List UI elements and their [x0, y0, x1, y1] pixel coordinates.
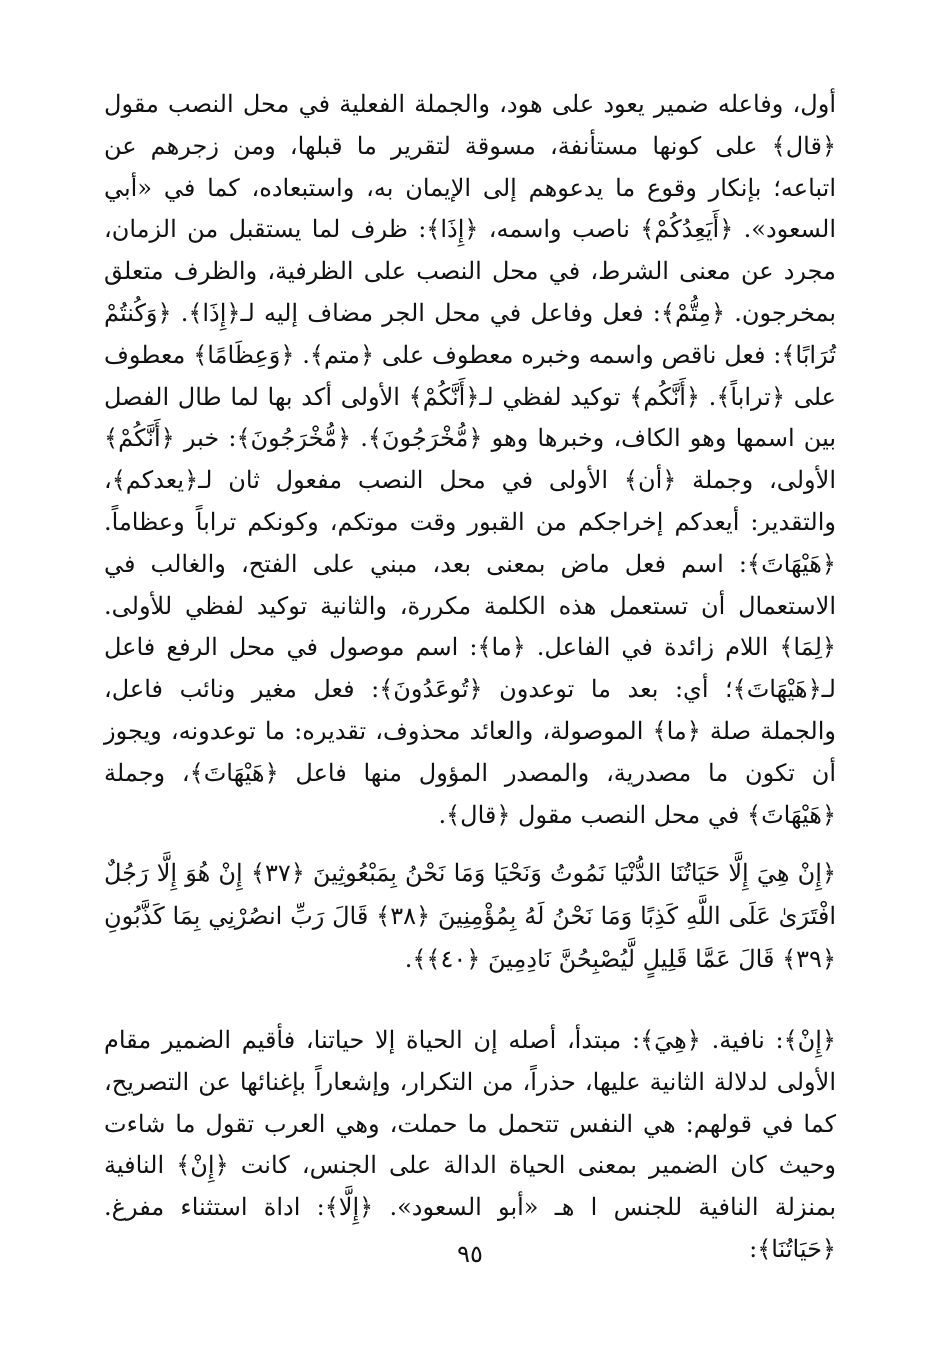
verses-text: ﴿إِنْ هِيَ إِلَّا حَيَاتُنَا الدُّنْيَا نَمُوتُ وَنَحْيَا وَمَا نَحْنُ بِمَبْعُوثِينَ ﴿٣٧﴾ إِنْ هُوَ إِلَّا رَجُلٌ افْتَرَىٰ عَلَى اللَّهِ كَذِبًا وَمَا نَحْنُ لَهُ بِمُؤْمِنِينَ ﴿٣٨﴾ قَالَ رَبِّ انصُرْنِي بِمَا كَذَّبُونِ ﴿٣٩﴾ قَالَ عَمَّا قَلِيلٍ لَّيُصْبِحُنَّ نَادِمِينَ ﴿٤٠﴾﴾. [104, 859, 837, 973]
page-number: ٩٥ [457, 1240, 483, 1268]
paragraph-text: ﴿إِنْ﴾: نافية. ﴿هِيَ﴾: مبتدأ، أصله إن الحياة إلا حياتنا، فأقيم الضمير مقام الأولى لدلالة الثانية عليها، حذراً، من التكرار، وإشعاراً بإغنائها عن التصريح، كما في قولهم: هي النفس تتحمل ما حملت، وهي العرب تقول ما شاءت وحيث كان الضمير بمعنى الحياة الدالة على الجنس، كانت ﴿إِنْ﴾ النافية بمنزلة النافية للجنس ا هـ «أبو السعود». ﴿إِلَّا﴾: اداة استثناء مفرغ. ﴿حَيَاتُنَا﴾: [104, 1026, 836, 1263]
commentary-paragraph-2 [104, 1020, 836, 1271]
commentary-paragraph-1 [104, 84, 836, 836]
paragraph-text: أول، وفاعله ضمير يعود على هود، والجملة الفعلية في محل النصب مقول ﴿قال﴾ على كونها مستأنفة، مسوقة لتقرير ما قبلها، ومن زجرهم عن اتباعه؛ بإنكار وقوع ما يدعوهم إلى الإيمان به، واستبعاده، كما في «أبي السعود». ﴿أَيَعِدُكُمْ﴾ ناصب واسمه، ﴿إِذَا﴾: ظرف لما يستقبل من الزمان، مجرد عن معنى الشرط، في محل النصب على الظرفية، والظرف متعلق بمخرجون. ﴿مِتُّمْ﴾: فعل وفاعل في محل الجر مضاف إليه لـ﴿إِذَا﴾. ﴿وَكُنتُمْ تُرَابًا﴾: فعل ناقص واسمه وخبره معطوف على ﴿متم﴾. ﴿وَعِظَامًا﴾ معطوف على ﴿تراباً﴾. ﴿أَنَّكُم﴾ توكيد لفظي لـ﴿أَنَّكُمْ﴾ الأولى أكد بها لما طال الفصل بين اسمها وهو الكاف، وخبرها وهو ﴿مُّخْرَجُونَ﴾. ﴿مُّخْرَجُونَ﴾: خبر ﴿أَنَّكُمْ﴾ الأولى، وجملة ﴿أن﴾ الأولى في محل النصب مفعول ثان لـ﴿يعدكم﴾، والتقدير: أيعدكم إخراجكم من القبور وقت موتكم، وكونكم تراباً وعظاماً. ﴿هَيْهَاتَ﴾: اسم فعل ماض بمعنى بعد، مبني على الفتح، والغالب في الاستعمال أن تستعمل هذه الكلمة مكررة، والثانية توكيد لفظي للأولى. ﴿لِمَا﴾ اللام زائدة في الفاعل. ﴿ما﴾: اسم موصول في محل الرفع فاعل لـ﴿هَيْهَاتَ﴾؛ أي: بعد ما توعدون ﴿تُوعَدُونَ﴾: فعل مغير ونائب فاعل، والجملة صلة ﴿ما﴾ الموصولة، والعائد محذوف، تقديره: ما توعدونه، ويجوز أن تكون ما مصدرية، والمصدر المؤول منها فاعل ﴿هَيْهَاتَ﴾، وجملة ﴿هَيْهَاتَ﴾ في محل النصب مقول ﴿قال﴾. [104, 90, 836, 829]
quran-verses-block [104, 852, 836, 981]
